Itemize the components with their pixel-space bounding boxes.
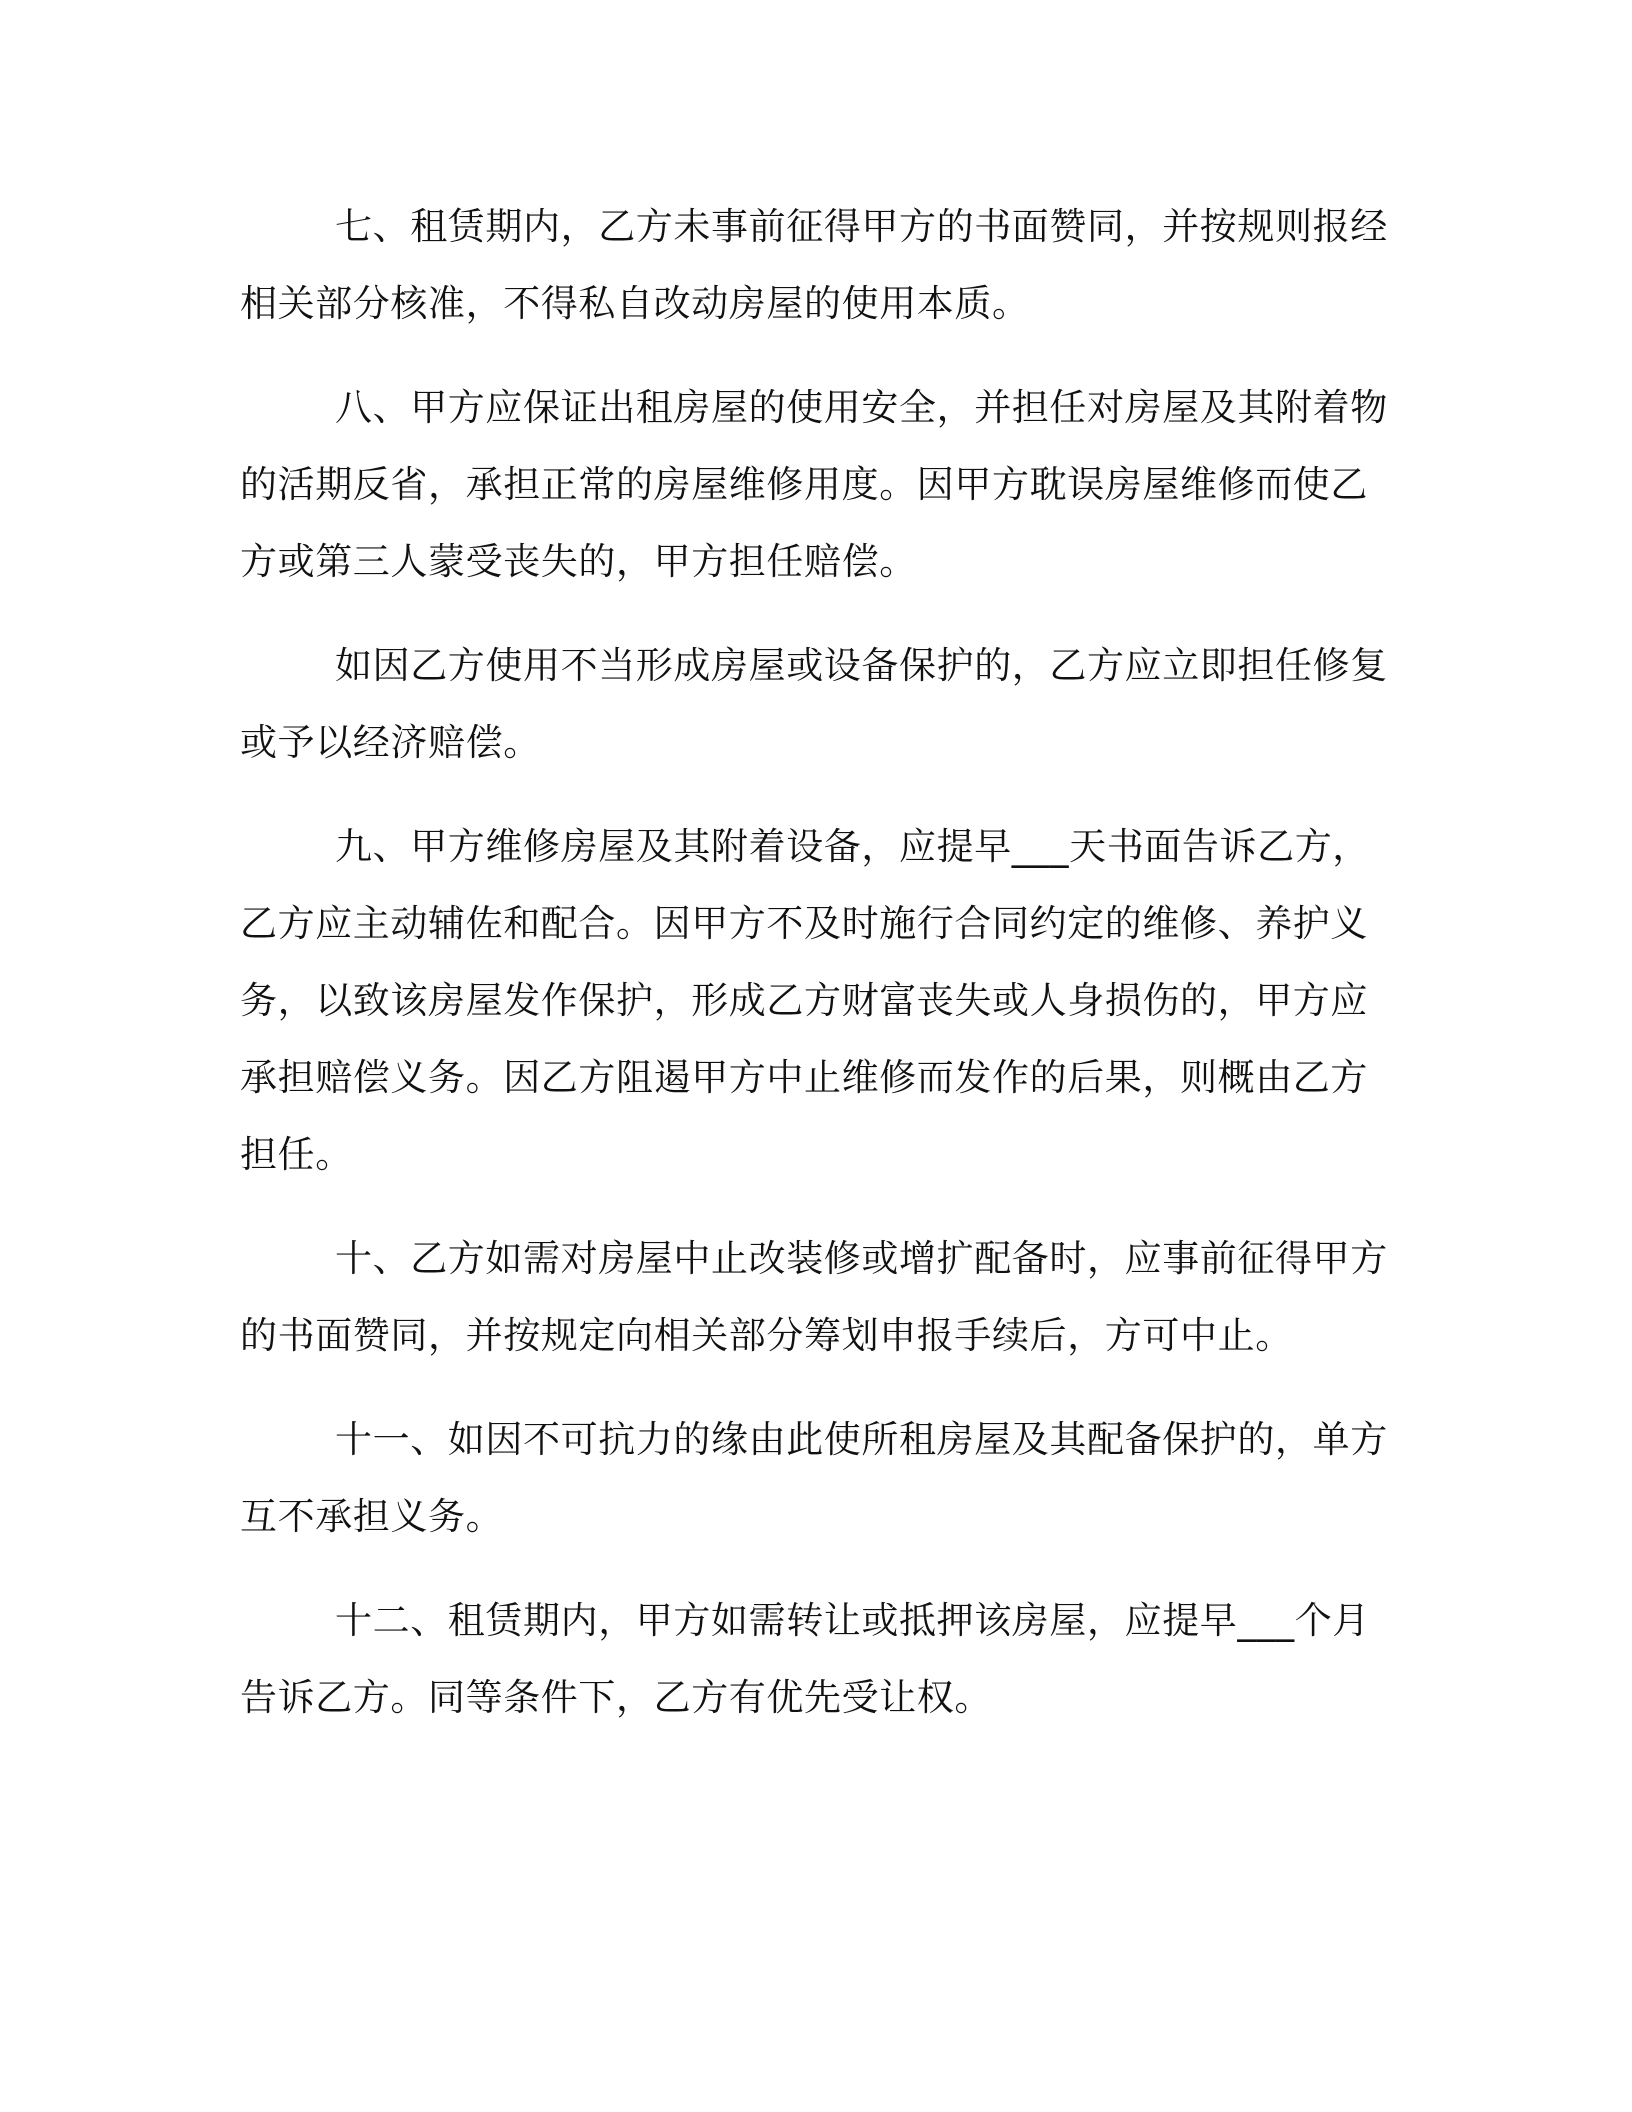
text-line: 的书面赞同，并按规定向相关部分筹划申报手续后，方可中止。	[240, 1314, 1293, 1357]
paragraph-10	[240, 1220, 1388, 1374]
text-line: 告诉乙方。同等条件下，乙方有优先受让权。	[240, 1676, 992, 1719]
text-line: 十一、如因不可抗力的缘由此使所租房屋及其配备保护的，单方	[335, 1418, 1388, 1461]
text-line: 八、甲方应保证出租房屋的使用安全，并担任对房屋及其附着物	[335, 386, 1388, 429]
text-line: 如因乙方使用不当形成房屋或设备保护的，乙方应立即担任修复	[335, 644, 1388, 687]
text-line: 承担赔偿义务。因乙方阻遏甲方中止维修而发作的后果，则概由乙方	[240, 1056, 1368, 1099]
text-line: 方或第三人蒙受丧失的，甲方担任赔偿。	[240, 540, 917, 583]
paragraph-11	[240, 1401, 1388, 1555]
paragraph-12	[240, 1582, 1370, 1736]
text-line: 互不承担义务。	[240, 1495, 504, 1538]
text-line: 或予以经济赔偿。	[240, 721, 541, 764]
text-line: 相关部分核准，不得私自改动房屋的使用本质。	[240, 282, 1030, 325]
text-line: 七、租赁期内，乙方未事前征得甲方的书面赞同，并按规则报经	[335, 205, 1388, 248]
text-line: 务，以致该房屋发作保护，形成乙方财富丧失或人身损伤的，甲方应	[240, 979, 1368, 1022]
text-line: 担任。	[240, 1133, 353, 1176]
text-line: 九、甲方维修房屋及其附着设备，应提早___天书面告诉乙方，	[335, 825, 1370, 868]
document-body	[240, 188, 1388, 1763]
paragraph-8-supplement	[240, 627, 1388, 781]
paragraph-7	[240, 188, 1388, 342]
text-line: 十二、租赁期内，甲方如需转让或抵押该房屋，应提早___个月	[335, 1599, 1370, 1642]
paragraph-8	[240, 369, 1388, 600]
text-line: 乙方应主动辅佐和配合。因甲方不及时施行合同约定的维修、养护义	[240, 902, 1368, 945]
text-line: 十、乙方如需对房屋中止改装修或增扩配备时，应事前征得甲方	[335, 1237, 1388, 1280]
text-line: 的活期反省，承担正常的房屋维修用度。因甲方耽误房屋维修而使乙	[240, 463, 1368, 506]
paragraph-9	[240, 808, 1370, 1193]
